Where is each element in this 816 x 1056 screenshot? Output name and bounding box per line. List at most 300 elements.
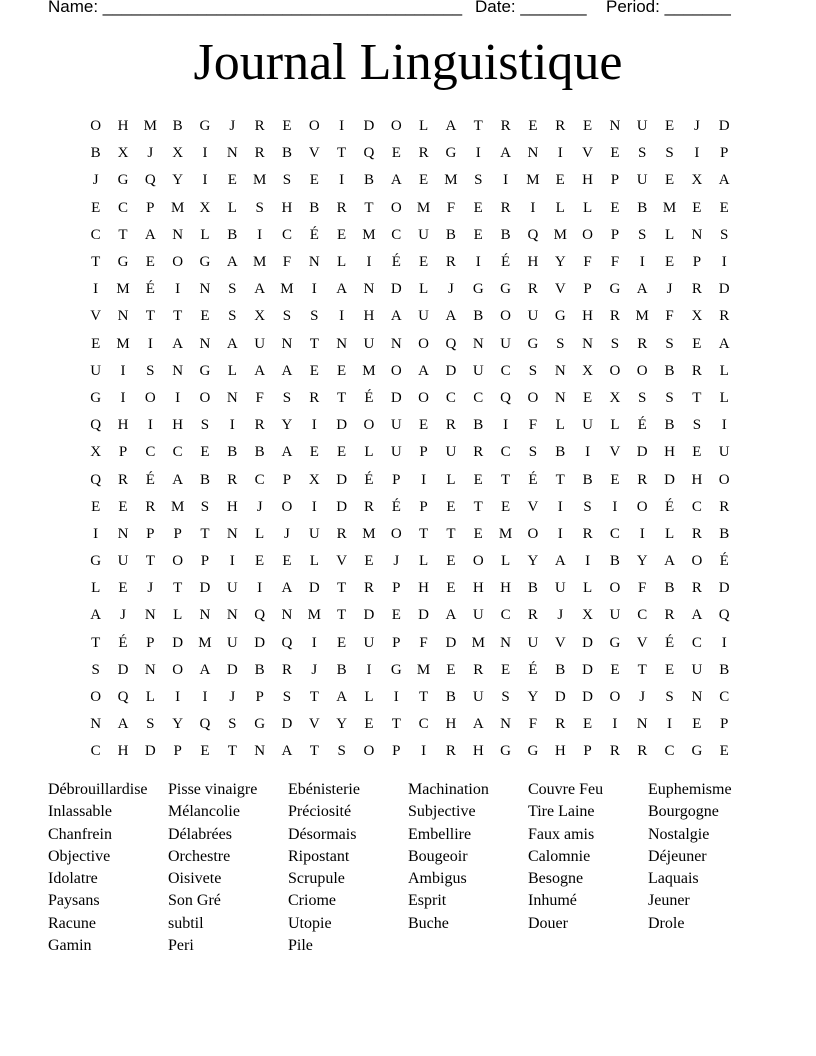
grid-letter: D (281, 716, 293, 733)
grid-letter: G (199, 118, 211, 135)
grid-letter: Y (527, 689, 539, 706)
grid-letter: E (309, 362, 319, 379)
grid-letter: I (311, 634, 317, 651)
grid-letter: E (446, 553, 456, 570)
grid-letter: S (146, 716, 155, 733)
grid-letter: M (498, 525, 513, 542)
word-list-item: Orchestre (168, 847, 231, 865)
grid-letter: L (419, 118, 429, 135)
grid-letter: M (116, 281, 130, 298)
grid-letter: Q (90, 471, 102, 488)
grid-letter: E (501, 498, 511, 515)
word-list-item: Pile (288, 937, 313, 955)
grid-letter: E (200, 308, 210, 325)
grid-letter: S (528, 444, 538, 461)
grid-letter: E (145, 254, 155, 271)
grid-row (82, 439, 738, 466)
grid-letter: M (416, 661, 431, 678)
grid-letter: T (91, 254, 101, 271)
grid-letter: A (445, 607, 457, 624)
grid-letter: G (500, 743, 511, 760)
grid-letter: D (582, 634, 593, 651)
grid-letter: B (336, 661, 347, 678)
grid-letter: M (362, 525, 376, 542)
word-list-item: Laquais (648, 870, 699, 888)
grid-letter: R (582, 525, 593, 542)
word-list-item: Besogne (528, 870, 584, 888)
grid-letter: F (583, 254, 592, 271)
grid-letter: U (500, 335, 511, 352)
grid-letter: O (172, 553, 184, 570)
grid-letter: R (609, 308, 620, 325)
name-field-label: Name: ______________________________________ (48, 0, 463, 16)
grid-letter: I (202, 145, 208, 162)
grid-letter: É (145, 471, 155, 488)
grid-letter: V (527, 498, 539, 515)
grid-letter: Y (172, 716, 184, 733)
grid-letter: J (147, 580, 154, 597)
grid-letter: E (337, 226, 347, 243)
grid-letter: E (473, 199, 483, 216)
grid-letter: E (446, 580, 456, 597)
grid-letter: F (638, 580, 647, 597)
grid-letter: N (308, 254, 320, 271)
grid-row (82, 358, 738, 385)
grid-letter: A (90, 607, 102, 624)
grid-letter: X (582, 362, 593, 379)
grid-letter: A (445, 118, 457, 135)
grid-letter: P (282, 471, 292, 488)
grid-letter: C (719, 689, 730, 706)
grid-letter: G (254, 716, 266, 733)
grid-letter: M (526, 172, 540, 189)
grid-letter: N (500, 716, 511, 733)
grid-letter: D (336, 471, 348, 488)
grid-letter: L (555, 417, 565, 434)
grid-letter: E (719, 199, 729, 216)
grid-letter: N (527, 145, 539, 162)
grid-letter: H (554, 743, 566, 760)
grid-letter: R (691, 281, 702, 298)
grid-letter: S (556, 335, 565, 352)
grid-letter: T (637, 661, 647, 678)
grid-letter: X (582, 607, 593, 624)
grid-letter: C (637, 607, 648, 624)
grid-letter: N (254, 743, 266, 760)
grid-letter: N (199, 335, 211, 352)
grid-letter: M (307, 607, 321, 624)
grid-letter: Q (500, 389, 511, 406)
grid-letter: E (200, 444, 210, 461)
grid-letter: I (93, 281, 99, 298)
grid-letter: N (226, 607, 238, 624)
grid-letter: C (391, 226, 402, 243)
grid-letter: É (391, 254, 401, 271)
grid-letter: J (639, 689, 646, 706)
grid-letter: O (636, 498, 648, 515)
grid-letter: R (637, 335, 648, 352)
grid-letter: F (419, 634, 428, 651)
grid-letter: E (610, 661, 620, 678)
grid-letter: I (557, 498, 563, 515)
grid-row (82, 494, 738, 521)
grid-letter: P (118, 444, 128, 461)
grid-row (82, 276, 738, 303)
grid-letter: B (664, 417, 675, 434)
grid-letter: J (666, 281, 673, 298)
grid-letter: T (91, 634, 101, 651)
grid-letter: U (390, 444, 402, 461)
grid-letter: É (528, 661, 538, 678)
grid-letter: U (718, 444, 730, 461)
grid-letter: S (501, 689, 510, 706)
date-field-label: Date: _______ (475, 0, 587, 16)
grid-letter: D (336, 417, 348, 434)
word-list-item: Esprit (408, 892, 447, 910)
grid-row (82, 684, 738, 711)
grid-letter: D (445, 362, 457, 379)
grid-letter: T (173, 580, 183, 597)
word-column (168, 779, 288, 957)
grid-row (82, 412, 738, 439)
grid-letter: Q (90, 417, 102, 434)
grid-letter: N (117, 308, 129, 325)
grid-letter: F (282, 254, 292, 271)
grid-letter: A (664, 553, 675, 570)
grid-letter: T (337, 607, 347, 624)
grid-letter: P (720, 145, 729, 162)
grid-letter: J (393, 553, 400, 570)
grid-letter: L (364, 689, 374, 706)
grid-letter: E (582, 118, 593, 135)
grid-letter: E (501, 661, 511, 678)
word-list-item: Calomnie (528, 847, 591, 865)
grid-letter: U (472, 607, 484, 624)
grid-letter: N (226, 145, 238, 162)
grid-letter: T (473, 118, 483, 135)
grid-letter: B (637, 199, 648, 216)
grid-letter: U (363, 634, 375, 651)
grid-letter: I (503, 172, 509, 189)
grid-letter: A (281, 444, 293, 461)
grid-letter: P (720, 716, 729, 733)
grid-letter: S (146, 362, 155, 379)
grid-letter: A (117, 716, 129, 733)
grid-letter: I (421, 471, 427, 488)
grid-letter: R (254, 145, 265, 162)
grid-letter: U (445, 444, 457, 461)
grid-letter: D (582, 689, 593, 706)
word-list-item: Son Gré (168, 892, 221, 910)
grid-letter: Q (199, 716, 211, 733)
grid-letter: L (91, 580, 101, 597)
grid-letter: I (175, 389, 181, 406)
grid-letter: R (309, 389, 320, 406)
grid-letter: S (528, 362, 538, 379)
grid-letter: P (146, 634, 155, 651)
grid-letter: N (636, 716, 648, 733)
grid-letter: I (475, 145, 481, 162)
grid-letter: J (147, 145, 154, 162)
grid-letter: T (309, 743, 319, 760)
grid-letter: G (527, 335, 539, 352)
grid-letter: S (583, 498, 592, 515)
word-list-item: Objective (48, 847, 111, 865)
grid-letter: D (418, 607, 430, 624)
grid-letter: E (719, 743, 729, 760)
grid-letter: R (719, 308, 730, 325)
grid-letter: C (418, 716, 429, 733)
grid-letter: B (172, 118, 183, 135)
grid-letter: É (719, 553, 729, 570)
grid-letter: N (691, 689, 703, 706)
grid-letter: O (172, 661, 184, 678)
word-column (48, 779, 168, 957)
grid-letter: A (472, 716, 484, 733)
grid-letter: M (444, 172, 458, 189)
grid-letter: D (390, 281, 402, 298)
grid-letter: R (473, 444, 484, 461)
grid-letter: M (662, 199, 677, 216)
grid-letter: E (473, 471, 483, 488)
grid-letter: E (337, 634, 347, 651)
word-list-item: Gamin (48, 937, 92, 955)
word-list-item: Racune (48, 914, 96, 932)
grid-letter: A (199, 661, 211, 678)
grid-letter: E (118, 498, 128, 515)
grid-letter: I (639, 525, 645, 542)
grid-letter: H (281, 199, 293, 216)
grid-letter: I (257, 580, 263, 597)
grid-letter: P (173, 525, 182, 542)
grid-letter: E (364, 553, 374, 570)
grid-letter: V (609, 444, 621, 461)
grid-letter: H (172, 417, 184, 434)
grid-letter: I (721, 417, 727, 434)
grid-letter: I (366, 661, 372, 678)
grid-letter: S (228, 281, 237, 298)
grid-letter: O (636, 362, 648, 379)
grid-letter: L (555, 199, 565, 216)
grid-letter: A (254, 281, 266, 298)
grid-letter: H (472, 580, 484, 597)
grid-letter: R (527, 607, 538, 624)
grid-letter: B (719, 525, 730, 542)
grid-letter: R (664, 607, 675, 624)
grid-letter: L (227, 199, 237, 216)
grid-letter: E (582, 389, 593, 406)
grid-letter: R (691, 362, 702, 379)
grid-letter: H (445, 716, 457, 733)
grid-letter: A (718, 172, 730, 189)
grid-letter: E (364, 716, 374, 733)
grid-letter: R (691, 580, 702, 597)
grid-letter: J (693, 118, 700, 135)
grid-row (82, 195, 738, 222)
grid-letter: M (553, 226, 567, 243)
grid-letter: D (363, 118, 375, 135)
word-column (648, 779, 768, 957)
grid-letter: N (90, 716, 102, 733)
grid-letter: G (117, 172, 129, 189)
grid-letter: E (309, 444, 319, 461)
grid-letter: M (362, 362, 376, 379)
grid-letter: M (116, 335, 130, 352)
grid-letter: N (226, 525, 238, 542)
grid-letter: V (308, 716, 320, 733)
grid-row (82, 630, 738, 657)
grid-letter: Q (254, 607, 266, 624)
grid-letter: E (309, 172, 319, 189)
grid-letter: S (282, 172, 292, 189)
grid-letter: A (144, 226, 156, 243)
grid-letter: E (282, 118, 292, 135)
grid-letter: P (173, 743, 182, 760)
grid-letter: E (473, 226, 483, 243)
grid-letter: J (284, 525, 290, 542)
word-list-item: Bougeoir (408, 847, 468, 865)
grid-letter: R (145, 498, 156, 515)
grid-row (82, 466, 738, 493)
grid-row (82, 249, 738, 276)
word-list-item: Ebénisterie (288, 781, 360, 798)
grid-letter: F (528, 417, 538, 434)
word-list-item: Douer (528, 914, 568, 932)
grid-letter: R (527, 281, 538, 298)
grid-letter: D (718, 281, 730, 298)
grid-letter: C (500, 607, 511, 624)
grid-letter: E (692, 444, 702, 461)
grid-letter: O (390, 118, 402, 135)
grid-letter: U (609, 607, 621, 624)
grid-letter: L (145, 689, 155, 706)
grid-letter: A (718, 335, 730, 352)
grid-letter: M (252, 254, 267, 271)
grid-letter: H (472, 743, 484, 760)
grid-letter: L (582, 199, 593, 216)
grid-letter: B (664, 362, 675, 379)
grid-letter: B (227, 444, 238, 461)
grid-letter: N (172, 226, 184, 243)
grid-letter: P (392, 471, 401, 488)
grid-letter: E (91, 199, 101, 216)
grid-letter: N (691, 226, 703, 243)
grid-letter: I (421, 743, 427, 760)
word-list-item: Déjeuner (648, 847, 707, 865)
grid-letter: T (419, 689, 429, 706)
grid-letter: R (637, 471, 648, 488)
grid-letter: N (226, 389, 238, 406)
grid-letter: H (117, 118, 129, 135)
grid-letter: H (117, 743, 129, 760)
header (48, 0, 768, 21)
grid-letter: U (527, 634, 539, 651)
grid-letter: E (692, 716, 702, 733)
grid-letter: I (93, 525, 99, 542)
grid-letter: D (363, 607, 375, 624)
grid-letter: B (90, 145, 101, 162)
grid-letter: E (664, 661, 675, 678)
grid-letter: Y (527, 553, 539, 570)
grid-letter: S (720, 226, 729, 243)
grid-letter: I (339, 172, 345, 189)
grid-letter: D (636, 444, 648, 461)
grid-letter: E (91, 498, 101, 515)
grid-letter: L (664, 525, 675, 542)
grid-letter: R (363, 498, 374, 515)
grid-letter: I (175, 281, 181, 298)
word-list-item: Oisivete (168, 870, 222, 888)
grid-letter: N (144, 607, 156, 624)
grid-letter: I (147, 335, 153, 352)
grid-letter: G (90, 389, 102, 406)
grid-letter: E (664, 118, 675, 135)
grid-letter: O (472, 553, 484, 570)
grid-letter: D (308, 580, 320, 597)
grid-letter: A (445, 308, 457, 325)
grid-letter: E (419, 254, 429, 271)
grid-letter: A (500, 145, 511, 162)
word-list-item: Mélancolie (168, 803, 240, 821)
word-column (528, 779, 648, 957)
grid-letter: G (691, 743, 703, 760)
grid-letter: T (364, 199, 374, 216)
grid-row (82, 602, 738, 629)
grid-letter: R (445, 743, 456, 760)
grid-letter: S (610, 335, 620, 352)
grid-letter: I (530, 199, 536, 216)
word-list-item: Machination (408, 781, 489, 798)
grid-letter: E (282, 553, 292, 570)
grid-letter: J (92, 172, 99, 189)
grid-letter: J (256, 498, 263, 515)
grid-letter: D (226, 661, 238, 678)
grid-letter: D (390, 389, 402, 406)
grid-letter: N (500, 634, 511, 651)
grid-letter: A (281, 362, 293, 379)
grid-letter: H (117, 417, 129, 434)
grid-letter: X (117, 145, 129, 162)
grid-letter: G (609, 281, 621, 298)
grid-letter: I (120, 389, 126, 406)
grid-letter: T (118, 226, 128, 243)
grid-letter: S (91, 661, 100, 678)
grid-letter: R (555, 118, 566, 135)
grid-letter: A (254, 362, 266, 379)
grid-letter: R (254, 118, 265, 135)
grid-letter: R (418, 145, 429, 162)
grid-letter: J (311, 661, 318, 678)
grid-letter: S (665, 145, 674, 162)
grid-letter: B (254, 444, 265, 461)
grid-letter: E (692, 335, 702, 352)
grid-letter: I (557, 145, 563, 162)
grid-letter: S (665, 389, 674, 406)
grid-letter: N (172, 362, 184, 379)
grid-letter: T (692, 389, 702, 406)
grid-letter: I (120, 362, 126, 379)
grid-letter: T (309, 335, 319, 352)
grid-letter: B (445, 226, 456, 243)
word-list-item: Couvre Feu (528, 781, 604, 798)
grid-letter: I (202, 172, 208, 189)
grid-letter: H (527, 254, 539, 271)
grid-letter: S (200, 417, 210, 434)
grid-letter: I (585, 553, 591, 570)
word-list-item: Paysans (48, 892, 100, 910)
grid-letter: I (202, 689, 208, 706)
grid-letter: R (363, 580, 374, 597)
